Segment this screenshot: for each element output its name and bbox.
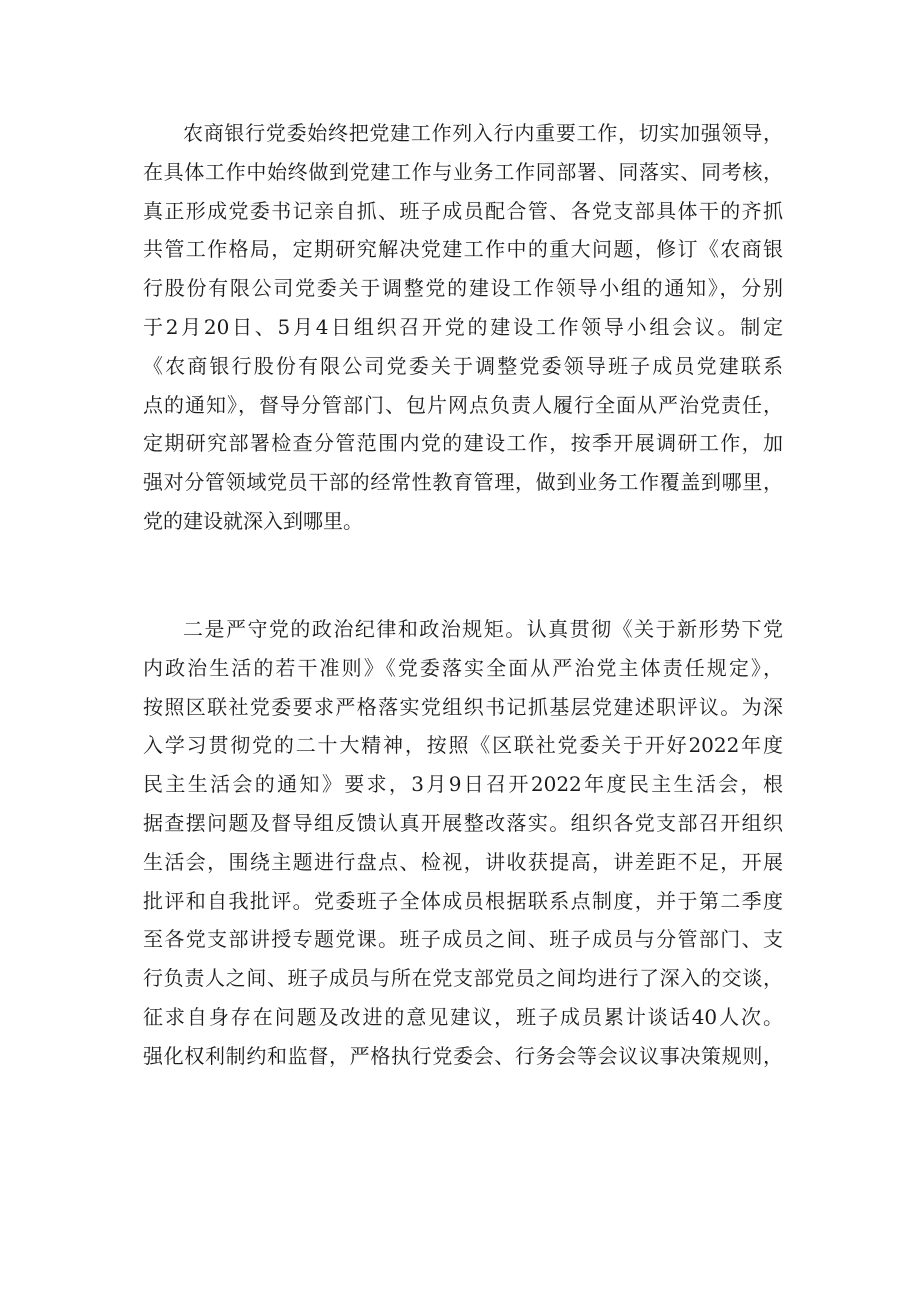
text-line: 批评和自我批评。党委班子全体成员根据联系点制度，并于第二季度 xyxy=(143,888,783,913)
text-line: 生活会，围绕主题进行盘点、检视，讲收获提高，讲差距不足，开展 xyxy=(143,849,783,874)
text-line: 行负责人之间、班子成员与所在党支部党员之间均进行了深入的交谈， xyxy=(143,966,783,991)
text-line: 于2月20日、5月4日组织召开党的建设工作领导小组会议。制定 xyxy=(143,314,783,339)
text-line: 《农商银行股份有限公司党委关于调整党委领导班子成员党建联系 xyxy=(143,353,783,378)
text-line: 共管工作格局，定期研究解决党建工作中的重大问题，修订《农商银 xyxy=(143,237,783,262)
text-line: 至各党支部讲授专题党课。班子成员之间、班子成员与分管部门、支 xyxy=(143,927,783,952)
text-line: 二是严守党的政治纪律和政治规矩。认真贯彻《关于新形势下党 xyxy=(183,617,783,641)
text-line: 强对分管领域党员干部的经常性教育管理，做到业务工作覆盖到哪里， xyxy=(143,470,783,495)
text-line: 行股份有限公司党委关于调整党的建设工作领导小组的通知》，分别 xyxy=(143,276,783,301)
text-line: 入学习贯彻党的二十大精神，按照《区联社党委关于开好2022年度 xyxy=(143,733,783,758)
text-line: 党的建设就深入到哪里。 xyxy=(143,508,363,533)
text-line: 按照区联社党委要求严格落实党组织书记抓基层党建述职评议。为深 xyxy=(143,694,783,719)
text-line: 点的通知》，督导分管部门、包片网点负责人履行全面从严治党责任， xyxy=(143,392,783,417)
paragraph-party-building-leadership xyxy=(143,114,783,541)
paragraph-political-discipline xyxy=(143,610,783,1076)
text-line: 定期研究部署检查分管范围内党的建设工作，按季开展调研工作，加 xyxy=(143,431,783,456)
text-line: 真正形成党委书记亲自抓、班子成员配合管、各党支部具体干的齐抓 xyxy=(143,198,783,223)
text-line: 征求自身存在问题及改进的意见建议，班子成员累计谈话40人次。 xyxy=(143,1004,783,1029)
text-line: 内政治生活的若干准则》《党委落实全面从严治党主体责任规定》， xyxy=(143,655,783,680)
text-line: 农商银行党委始终把党建工作列入行内重要工作，切实加强领导， xyxy=(183,121,783,145)
text-line: 民主生活会的通知》要求，3月9日召开2022年度民主生活会，根 xyxy=(143,772,783,797)
text-line: 据查摆问题及督导组反馈认真开展整改落实。组织各党支部召开组织 xyxy=(143,810,783,835)
text-line: 强化权利制约和监督，严格执行党委会、行务会等会议议事决策规则， xyxy=(143,1043,783,1068)
text-line: 在具体工作中始终做到党建工作与业务工作同部署、同落实、同考核， xyxy=(143,159,783,184)
